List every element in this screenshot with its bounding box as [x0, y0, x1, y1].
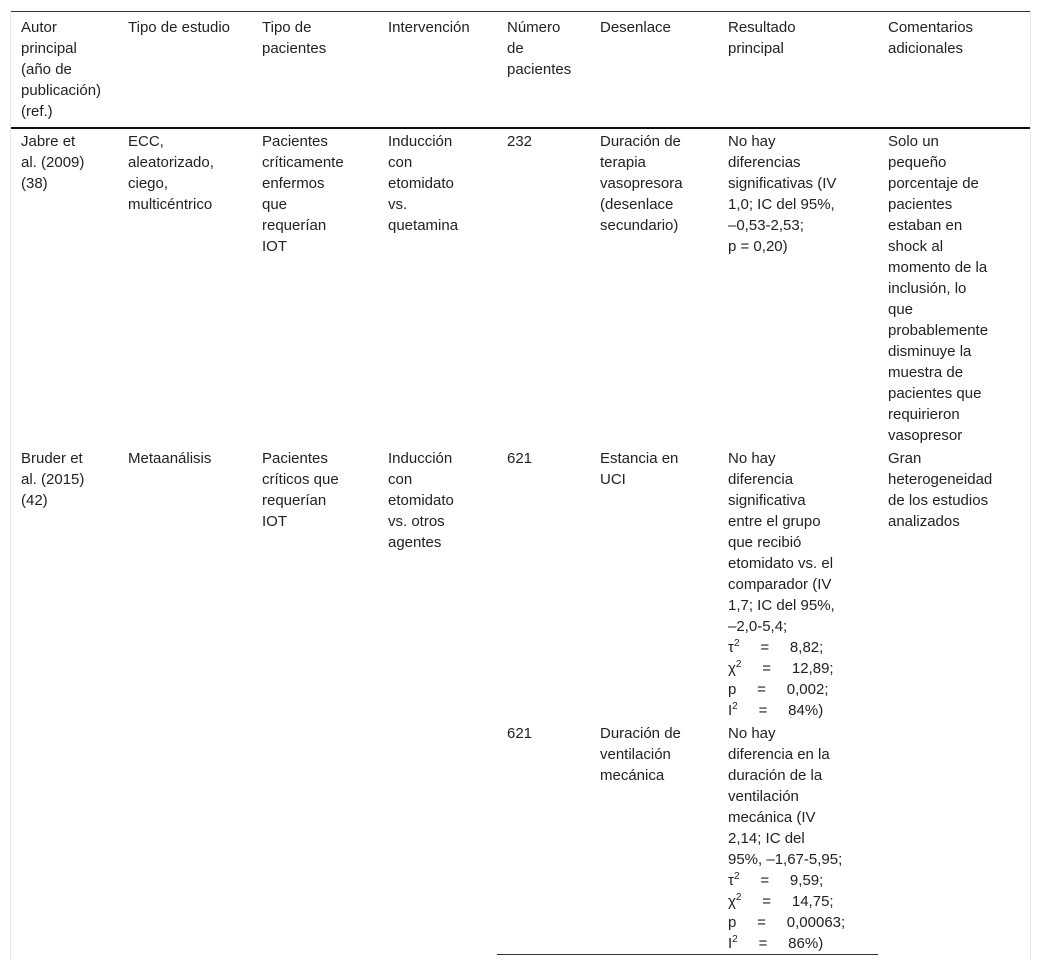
stat-line: [728, 912, 868, 933]
text-line: con: [388, 471, 413, 488]
text-line: Jabre et: [21, 133, 76, 150]
stat-superscript: 2: [733, 871, 740, 882]
text-line: duración de la: [728, 767, 823, 784]
row-jabre-2009: [11, 128, 1030, 446]
text-line: heterogeneidad: [888, 471, 993, 488]
stat-value: = 14,75;: [741, 893, 834, 910]
text-line: requerían: [262, 492, 327, 509]
stat-superscript: 2: [735, 892, 742, 903]
cell-study-type: [118, 446, 252, 955]
text-line: significativas (IV: [728, 175, 837, 192]
text-line: de: [507, 40, 524, 57]
text-line: significativa: [728, 492, 806, 509]
stat-superscript: 2: [732, 701, 738, 712]
row-bruder-2015: [11, 446, 1030, 721]
text-line: Metaanálisis: [128, 450, 212, 467]
text-line: inclusión, lo: [888, 280, 967, 297]
text-line: diferencias: [728, 154, 801, 171]
cell-patient-count: [497, 446, 590, 721]
text-line: 1,0; IC del 95%,: [728, 196, 835, 213]
header-comments: [878, 12, 1030, 129]
cell-comments: [878, 128, 1030, 446]
stat-symbol: I: [728, 935, 733, 952]
stat-value: = 86%): [737, 935, 824, 952]
stat-value: = 9,59;: [739, 872, 824, 889]
text-line: pacientes: [507, 61, 572, 78]
text-line: (ref.): [21, 103, 53, 120]
text-line: publicación): [21, 82, 102, 99]
text-line: (38): [21, 175, 48, 192]
cell-outcome: [590, 446, 718, 721]
text-line: enfermos: [262, 175, 325, 192]
cell-main-result: [718, 446, 878, 721]
text-line: UCI: [600, 471, 626, 488]
text-line: vasopresora: [600, 175, 683, 192]
text-line: Pacientes: [262, 450, 328, 467]
text-line: muestra de: [888, 364, 964, 381]
text-line: aleatorizado,: [128, 154, 214, 171]
text-line: No hay: [728, 450, 776, 467]
text-line: pacientes: [888, 196, 953, 213]
studies-table: [11, 11, 1030, 955]
text-line: 95%, –1,67-5,95;: [728, 851, 843, 868]
text-line: al. (2009): [21, 154, 85, 171]
text-line: Gran: [888, 450, 922, 467]
stat-value: = 0,002;: [736, 681, 829, 698]
stat-line: [728, 933, 868, 954]
text-line: quetamina: [388, 217, 459, 234]
text-line: secundario): [600, 217, 679, 234]
text-line: críticamente: [262, 154, 344, 171]
text-line: porcentaje de: [888, 175, 979, 192]
text-line: vs. otros: [388, 513, 445, 530]
stat-line: [728, 658, 868, 679]
stat-line: [728, 700, 868, 721]
stat-symbol: I: [728, 702, 733, 719]
text-line: mecánica: [600, 767, 665, 784]
text-line: ventilación: [728, 788, 799, 805]
text-line: 621: [507, 450, 533, 467]
text-line: Tipo de estudio: [128, 19, 231, 36]
stat-value: = 8,82;: [739, 639, 824, 656]
text-line: Inducción: [388, 450, 453, 467]
cell-patient-count: [497, 128, 590, 446]
stat-value: = 12,89;: [741, 660, 834, 677]
text-line: al. (2015): [21, 471, 85, 488]
text-line: Tipo de: [262, 19, 312, 36]
text-line: adicionales: [888, 40, 964, 57]
stat-symbol: p: [728, 681, 737, 698]
text-line: Solo un: [888, 133, 939, 150]
cell-study-type: [118, 128, 252, 446]
text-line: Pacientes: [262, 133, 328, 150]
table-body: [11, 128, 1030, 955]
table-frame-right: [1030, 11, 1031, 960]
text-line: ventilación: [600, 746, 671, 763]
stat-symbol: τ: [728, 639, 734, 656]
stat-value: = 84%): [737, 702, 824, 719]
stat-line: [728, 679, 868, 700]
text-line: diferencia en la: [728, 746, 830, 763]
stat-line: [728, 870, 868, 891]
text-line: de los estudios: [888, 492, 989, 509]
header-patient-count: [497, 12, 590, 129]
text-line: momento de la: [888, 259, 988, 276]
stat-superscript: 2: [733, 638, 740, 649]
cell-patient-type: [252, 128, 378, 446]
stat-value: = 0,00063;: [736, 914, 846, 931]
cell-patient-type: [252, 446, 378, 955]
header-intervention: [378, 12, 497, 129]
text-line: que: [262, 196, 288, 213]
text-line: Duración de: [600, 133, 681, 150]
text-line: comparador (IV: [728, 576, 832, 593]
text-line: diferencia: [728, 471, 794, 488]
cell-outcome: [590, 721, 718, 955]
text-line: (42): [21, 492, 48, 509]
text-line: No hay: [728, 725, 776, 742]
text-line: probablemente: [888, 322, 989, 339]
text-line: que: [888, 301, 914, 318]
header-patient-type: [252, 12, 378, 129]
text-line: Desenlace: [600, 19, 671, 36]
text-line: principal: [728, 40, 784, 57]
cell-comments: [878, 446, 1030, 955]
text-line: disminuye la: [888, 343, 972, 360]
text-line: pacientes que: [888, 385, 982, 402]
text-line: mecánica (IV: [728, 809, 816, 826]
header-main-result: [718, 12, 878, 129]
text-line: –2,0-5,4;: [728, 618, 788, 635]
text-line: estaban en: [888, 217, 963, 234]
cell-main-result: [718, 128, 878, 446]
header-author: [11, 12, 118, 129]
text-line: Número: [507, 19, 561, 36]
header-outcome: [590, 12, 718, 129]
cell-author: [11, 128, 118, 446]
stat-symbol: χ: [728, 660, 736, 677]
text-line: Bruder et: [21, 450, 83, 467]
table-header: [11, 12, 1030, 129]
text-line: ciego,: [128, 175, 169, 192]
text-line: con: [388, 154, 413, 171]
text-line: 232: [507, 133, 533, 150]
stat-symbol: τ: [728, 872, 734, 889]
text-line: (desenlace: [600, 196, 674, 213]
header-study-type: [118, 12, 252, 129]
text-line: entre el grupo: [728, 513, 821, 530]
text-line: IOT: [262, 238, 287, 255]
cell-outcome: [590, 128, 718, 446]
text-line: principal: [21, 40, 77, 57]
text-line: Inducción: [388, 133, 453, 150]
text-line: críticos que: [262, 471, 339, 488]
text-line: vasopresor: [888, 427, 963, 444]
text-line: 2,14; IC del: [728, 830, 805, 847]
text-line: 621: [507, 725, 533, 742]
text-line: Comentarios: [888, 19, 974, 36]
text-line: No hay: [728, 133, 776, 150]
text-line: multicéntrico: [128, 196, 213, 213]
text-line: pequeño: [888, 154, 947, 171]
text-line: etomidato vs. el: [728, 555, 834, 572]
text-line: IOT: [262, 513, 287, 530]
text-line: terapia: [600, 154, 646, 171]
text-line: 1,7; IC del 95%,: [728, 597, 835, 614]
cell-main-result: [718, 721, 878, 955]
text-line: Intervención: [388, 19, 470, 36]
text-line: etomidato: [388, 492, 454, 509]
stat-superscript: 2: [732, 934, 738, 945]
text-line: vs.: [388, 196, 408, 213]
text-line: ECC,: [128, 133, 164, 150]
text-line: Resultado: [728, 19, 796, 36]
text-line: requirieron: [888, 406, 960, 423]
stat-line: [728, 637, 868, 658]
text-line: shock al: [888, 238, 944, 255]
text-line: requerían: [262, 217, 327, 234]
stat-superscript: 2: [735, 659, 742, 670]
text-line: etomidato: [388, 175, 454, 192]
text-line: pacientes: [262, 40, 327, 57]
cell-intervention: [378, 446, 497, 955]
cell-patient-count: [497, 721, 590, 955]
cell-author: [11, 446, 118, 955]
text-line: Autor: [21, 19, 57, 36]
stat-symbol: χ: [728, 893, 736, 910]
text-line: analizados: [888, 513, 960, 530]
stat-symbol: p: [728, 914, 737, 931]
cell-intervention: [378, 128, 497, 446]
stat-line: [728, 891, 868, 912]
text-line: que recibió: [728, 534, 802, 551]
text-line: agentes: [388, 534, 442, 551]
text-line: Estancia en: [600, 450, 679, 467]
text-line: (año de: [21, 61, 72, 78]
text-line: Duración de: [600, 725, 681, 742]
text-line: –0,53-2,53;: [728, 217, 804, 234]
text-line: p = 0,20): [728, 238, 788, 255]
header-row: [11, 12, 1030, 129]
